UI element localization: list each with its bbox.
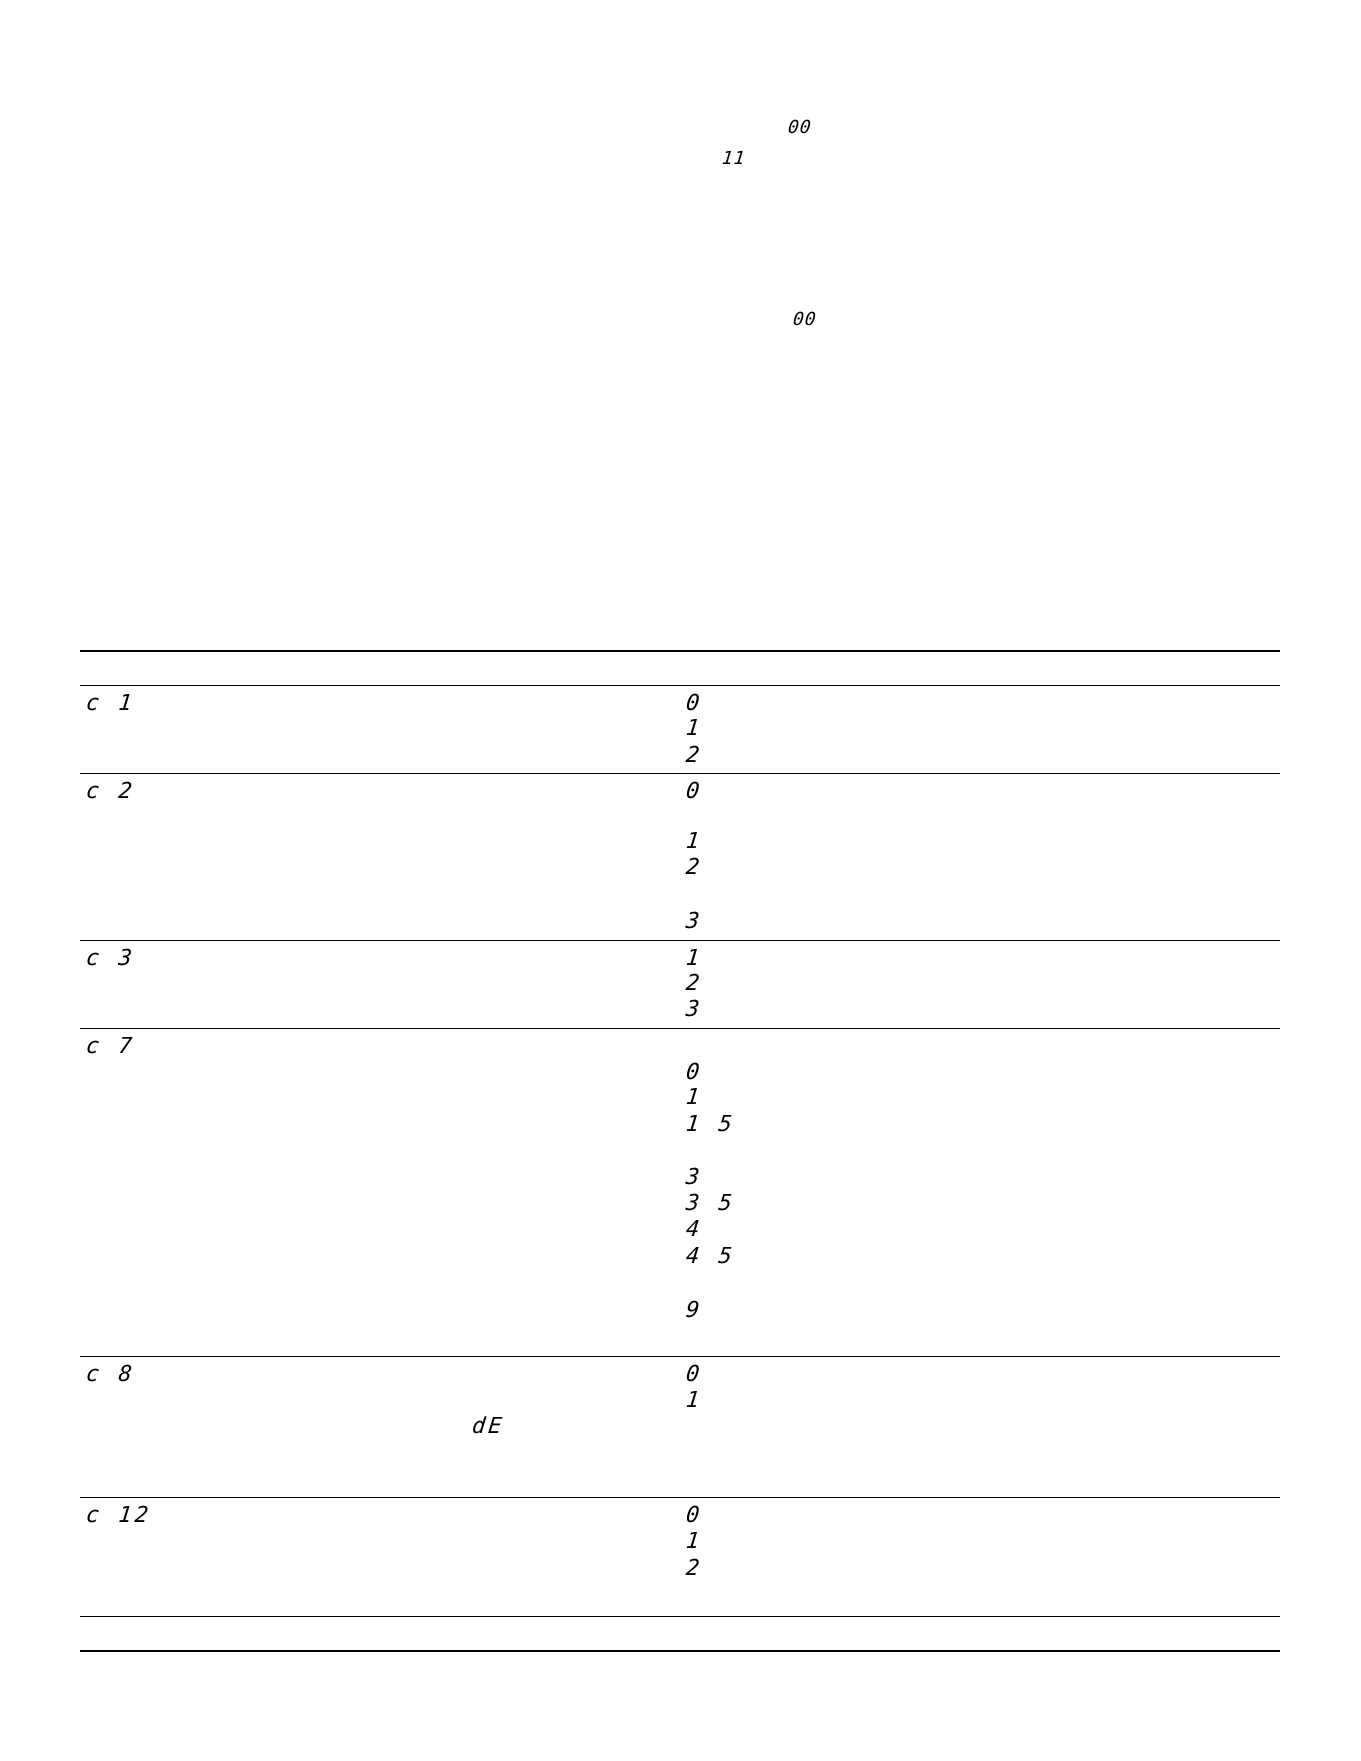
- setting-value: 1 5: [684, 1112, 737, 1137]
- row-divider-c1: [80, 773, 1280, 774]
- setting-value: 1: [684, 829, 704, 854]
- setting-value: 2: [684, 971, 704, 996]
- setting-code-c7: c 7: [84, 1034, 137, 1059]
- setting-value: 1: [684, 946, 704, 971]
- setting-value: 2: [684, 1556, 704, 1581]
- setting-code-c12: c 12: [84, 1503, 153, 1528]
- setting-value: 4: [684, 1217, 704, 1242]
- setting-value: 1: [684, 1085, 704, 1110]
- setting-value: 3: [684, 1165, 704, 1190]
- setting-code-c2: c 2: [84, 779, 137, 804]
- setting-value: 0: [684, 1060, 704, 1085]
- setting-value: 1: [684, 716, 704, 741]
- setting-value: 3: [684, 997, 704, 1022]
- setting-code-c8: c 8: [84, 1362, 137, 1387]
- row-divider-c12: [80, 1616, 1280, 1617]
- row-divider-c7: [80, 1356, 1280, 1357]
- setting-value: 0: [684, 779, 704, 804]
- setting-value: 3: [684, 909, 704, 934]
- setting-value: 0: [684, 1362, 704, 1387]
- setting-code-c1: c 1: [84, 691, 137, 716]
- setting-value: 9: [684, 1298, 704, 1323]
- table-bottom-rule: [80, 1650, 1280, 1652]
- setting-value: 3 5: [684, 1191, 737, 1216]
- table-header-rule: [80, 685, 1280, 686]
- setting-value: 1: [684, 1388, 704, 1413]
- setting-value: 1: [684, 1529, 704, 1554]
- display-value-11: 11: [720, 148, 747, 169]
- table-top-rule: [80, 650, 1280, 652]
- setting-value: 2: [684, 855, 704, 880]
- setting-value: 4 5: [684, 1244, 737, 1269]
- setting-value: 0: [684, 1503, 704, 1528]
- row-divider-c8: [80, 1497, 1280, 1498]
- pause-symbol-top: 00: [786, 117, 813, 138]
- row-divider-c2: [80, 940, 1280, 941]
- pause-symbol-middle: 00: [791, 309, 818, 330]
- setting-code-c3: c 3: [84, 946, 137, 971]
- setting-value: 2: [684, 743, 704, 768]
- setting-value: 0: [684, 691, 704, 716]
- display-code-de: dE: [470, 1414, 506, 1439]
- row-divider-c3: [80, 1028, 1280, 1029]
